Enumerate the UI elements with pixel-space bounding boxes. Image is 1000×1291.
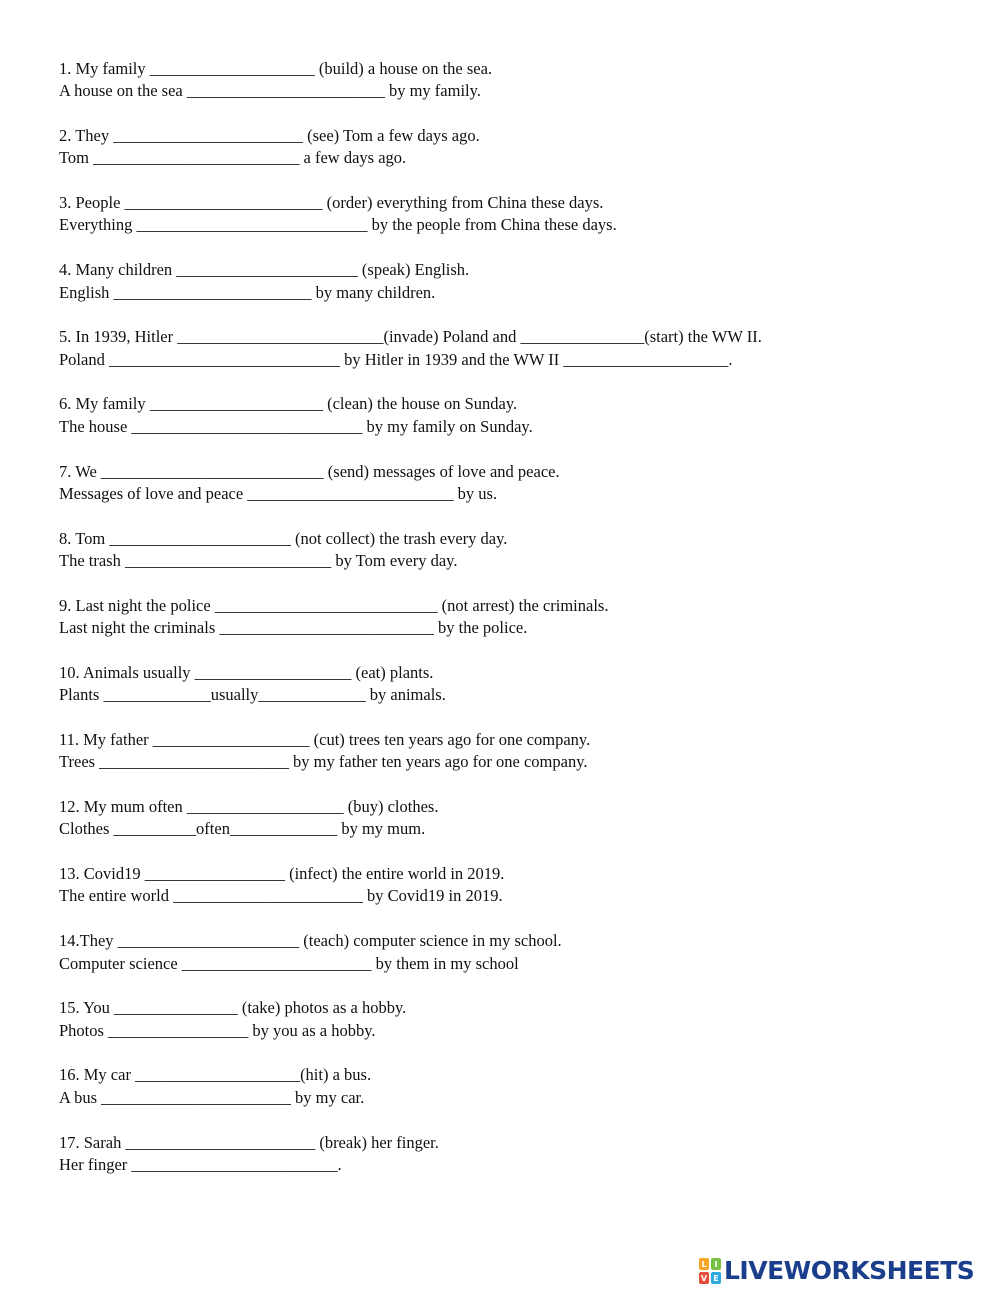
liveworksheets-logo [699, 1257, 974, 1285]
active-sentence: 10. Animals usually ___________________ (eat) plants. [59, 662, 434, 682]
passive-sentence: Her finger _________________________. [59, 1154, 342, 1174]
exercise-9 [59, 595, 959, 640]
logo-block: V [700, 1273, 708, 1283]
active-sentence: 12. My mum often ___________________ (buy) clothes. [59, 797, 439, 817]
passive-sentence: English ________________________ by many children. [59, 282, 436, 302]
passive-sentence: Photos _________________ by you as a hobby. [59, 1020, 376, 1040]
exercise-5 [59, 326, 959, 371]
exercise-12 [59, 796, 959, 841]
active-sentence: 4. Many children ______________________ (speak) English. [59, 260, 470, 280]
active-sentence: 14.They ______________________ (teach) computer science in my school. [59, 931, 562, 951]
passive-sentence: Plants _____________usually_____________ by animals. [59, 685, 446, 705]
active-sentence: 6. My family _____________________ (clean) the house on Sunday. [59, 394, 518, 414]
active-sentence: 17. Sarah _______________________ (break) her finger. [59, 1132, 439, 1152]
logo-block: L [699, 1258, 709, 1270]
exercise-8 [59, 528, 959, 573]
passive-sentence: The trash _________________________ by Tom every day. [59, 550, 458, 570]
passive-sentence: Clothes __________often_____________ by my mum. [59, 819, 426, 839]
exercise-1 [59, 58, 959, 103]
passive-sentence: A house on the sea ________________________ by my family. [59, 81, 481, 101]
logo-text: LIVEWORKSHEETS [724, 1256, 975, 1285]
passive-sentence: The entire world _______________________ by Covid19 in 2019. [59, 886, 503, 906]
exercise-16 [59, 1064, 959, 1109]
active-sentence: 8. Tom ______________________ (not collect) the trash every day. [59, 528, 508, 548]
exercise-15 [59, 997, 959, 1042]
passive-sentence: Trees _______________________ by my father ten years ago for one company. [59, 752, 588, 772]
passive-sentence: Messages of love and peace _________________________ by us. [59, 483, 498, 503]
active-sentence: 7. We ___________________________ (send) messages of love and peace. [59, 461, 560, 481]
passive-sentence: A bus _______________________ by my car. [59, 1087, 365, 1107]
passive-sentence: The house ____________________________ by my family on Sunday. [59, 416, 533, 436]
exercise-3 [59, 192, 959, 237]
active-sentence: 16. My car ____________________(hit) a bus. [59, 1065, 372, 1085]
logo-mark-icon [699, 1258, 721, 1284]
exercise-14 [59, 930, 959, 975]
exercise-7 [59, 461, 959, 506]
passive-sentence: Everything ____________________________ by the people from China these days. [59, 215, 617, 235]
exercise-13 [59, 863, 959, 908]
worksheet-body [59, 58, 959, 1199]
active-sentence: 13. Covid19 _________________ (infect) the entire world in 2019. [59, 864, 505, 884]
exercise-10 [59, 662, 959, 707]
active-sentence: 9. Last night the police ___________________________ (not arrest) the criminals. [59, 595, 609, 615]
logo-block: I [711, 1258, 721, 1270]
active-sentence: 1. My family ____________________ (build) a house on the sea. [59, 59, 493, 78]
passive-sentence: Tom _________________________ a few days ago. [59, 148, 407, 168]
exercise-2 [59, 125, 959, 170]
active-sentence: 2. They _______________________ (see) Tom a few days ago. [59, 126, 480, 146]
exercise-4 [59, 259, 959, 304]
logo-block: E [711, 1272, 721, 1284]
active-sentence: 11. My father ___________________ (cut) trees ten years ago for one company. [59, 729, 591, 749]
active-sentence: 5. In 1939, Hitler _________________________(invade) Poland and _______________(start) the WW II. [59, 327, 762, 347]
exercise-17 [59, 1132, 959, 1177]
active-sentence: 3. People ________________________ (order) everything from China these days. [59, 193, 604, 213]
exercise-11 [59, 729, 959, 774]
passive-sentence: Poland ____________________________ by Hitler in 1939 and the WW II ____________________. [59, 349, 733, 369]
passive-sentence: Computer science _______________________ by them in my school [59, 953, 519, 973]
active-sentence: 15. You _______________ (take) photos as a hobby. [59, 998, 407, 1018]
exercise-6 [59, 393, 959, 438]
passive-sentence: Last night the criminals __________________________ by the police. [59, 618, 528, 638]
